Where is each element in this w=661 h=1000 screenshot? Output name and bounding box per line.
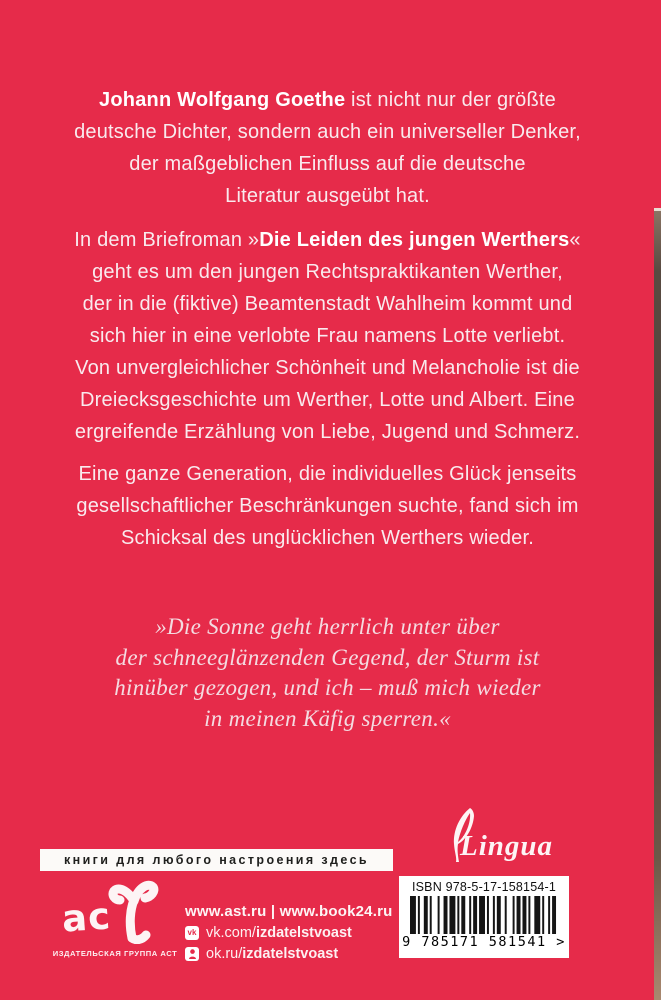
barcode [410, 896, 558, 934]
quote-line: der schneeglänzenden Gegend, der Sturm ist [115, 644, 540, 670]
barcode-digits: 9 785171 581541 > [402, 934, 566, 950]
vk-url: vk.com/izdatelstvoast [206, 925, 352, 941]
ast-wordmark: ас [60, 894, 113, 941]
ok-link-row [185, 946, 393, 962]
book-page-edge [654, 208, 661, 1000]
website-urls: www.ast.ru | www.book24.ru [185, 903, 393, 920]
blurb-line: der maßgeblichen Einfluss auf die deutsche [129, 153, 526, 175]
ok-icon [185, 947, 199, 961]
ast-caption: ИЗДАТЕЛЬСКАЯ ГРУППА АСТ [52, 949, 178, 958]
quote-line: hinüber gezogen, und ich – muß mich wieder [114, 675, 541, 700]
dancing-figure-icon [102, 878, 166, 944]
blurb-line: Schicksal des unglücklichen Werthers wieder. [120, 527, 535, 549]
blurb-line: deutsche Dichter, sondern auch ein universeller Denker, [74, 121, 581, 143]
blurb-line: geht es um den jungen Rechtspraktikanten Werther, [92, 261, 563, 283]
publisher-links [185, 903, 393, 962]
lingua-wordmark: Lingua [460, 830, 554, 862]
ast-logo [50, 878, 182, 966]
promo-bar: книги для любого настроения здесь [40, 849, 393, 871]
quote-line: »Die Sonne geht herrlich unter über [155, 614, 500, 639]
blurb-line: Eine ganze Generation, die individuelles Glück jenseits [78, 463, 577, 485]
lingua-logo [446, 812, 586, 874]
book-quote [50, 612, 605, 734]
blurb-line: gesellschaftlicher Beschränkungen suchte, fand sich im [76, 495, 579, 517]
blurb-paragraph-generation [28, 458, 627, 554]
blurb-line: Dreiecksgeschichte um Werther, Lotte und Albert. Eine [80, 389, 575, 411]
blurb-paragraph-author [28, 84, 627, 212]
quote-line: in meinen Käfig sperren.« [204, 705, 451, 731]
blurb-line: In dem Briefroman »Die Leiden des jungen Werthers« [74, 229, 581, 251]
ok-url: ok.ru/izdatelstvoast [206, 946, 339, 962]
blurb-line: Von unvergleichlicher Schönheit und Melancholie ist die [75, 357, 580, 379]
isbn-label: ISBN 978-5-17-158154-1 [411, 880, 557, 894]
vk-icon: vk [185, 926, 199, 940]
blurb-line: der in die (fiktive) Beamtenstadt Wahlheim kommt und [82, 293, 573, 315]
blurb-line: sich hier in eine verlobte Frau namens Lotte verliebt. [89, 325, 566, 347]
blurb-line: ergreifende Erzählung von Liebe, Jugend und Schmerz. [74, 421, 581, 443]
blurb-line: Literatur ausgeübt hat. [225, 185, 430, 207]
blurb-paragraph-novel [28, 224, 627, 448]
vk-link-row [185, 925, 393, 941]
blurb-line: Johann Wolfgang Goethe ist nicht nur der größte [99, 89, 556, 111]
isbn-box [399, 876, 569, 958]
